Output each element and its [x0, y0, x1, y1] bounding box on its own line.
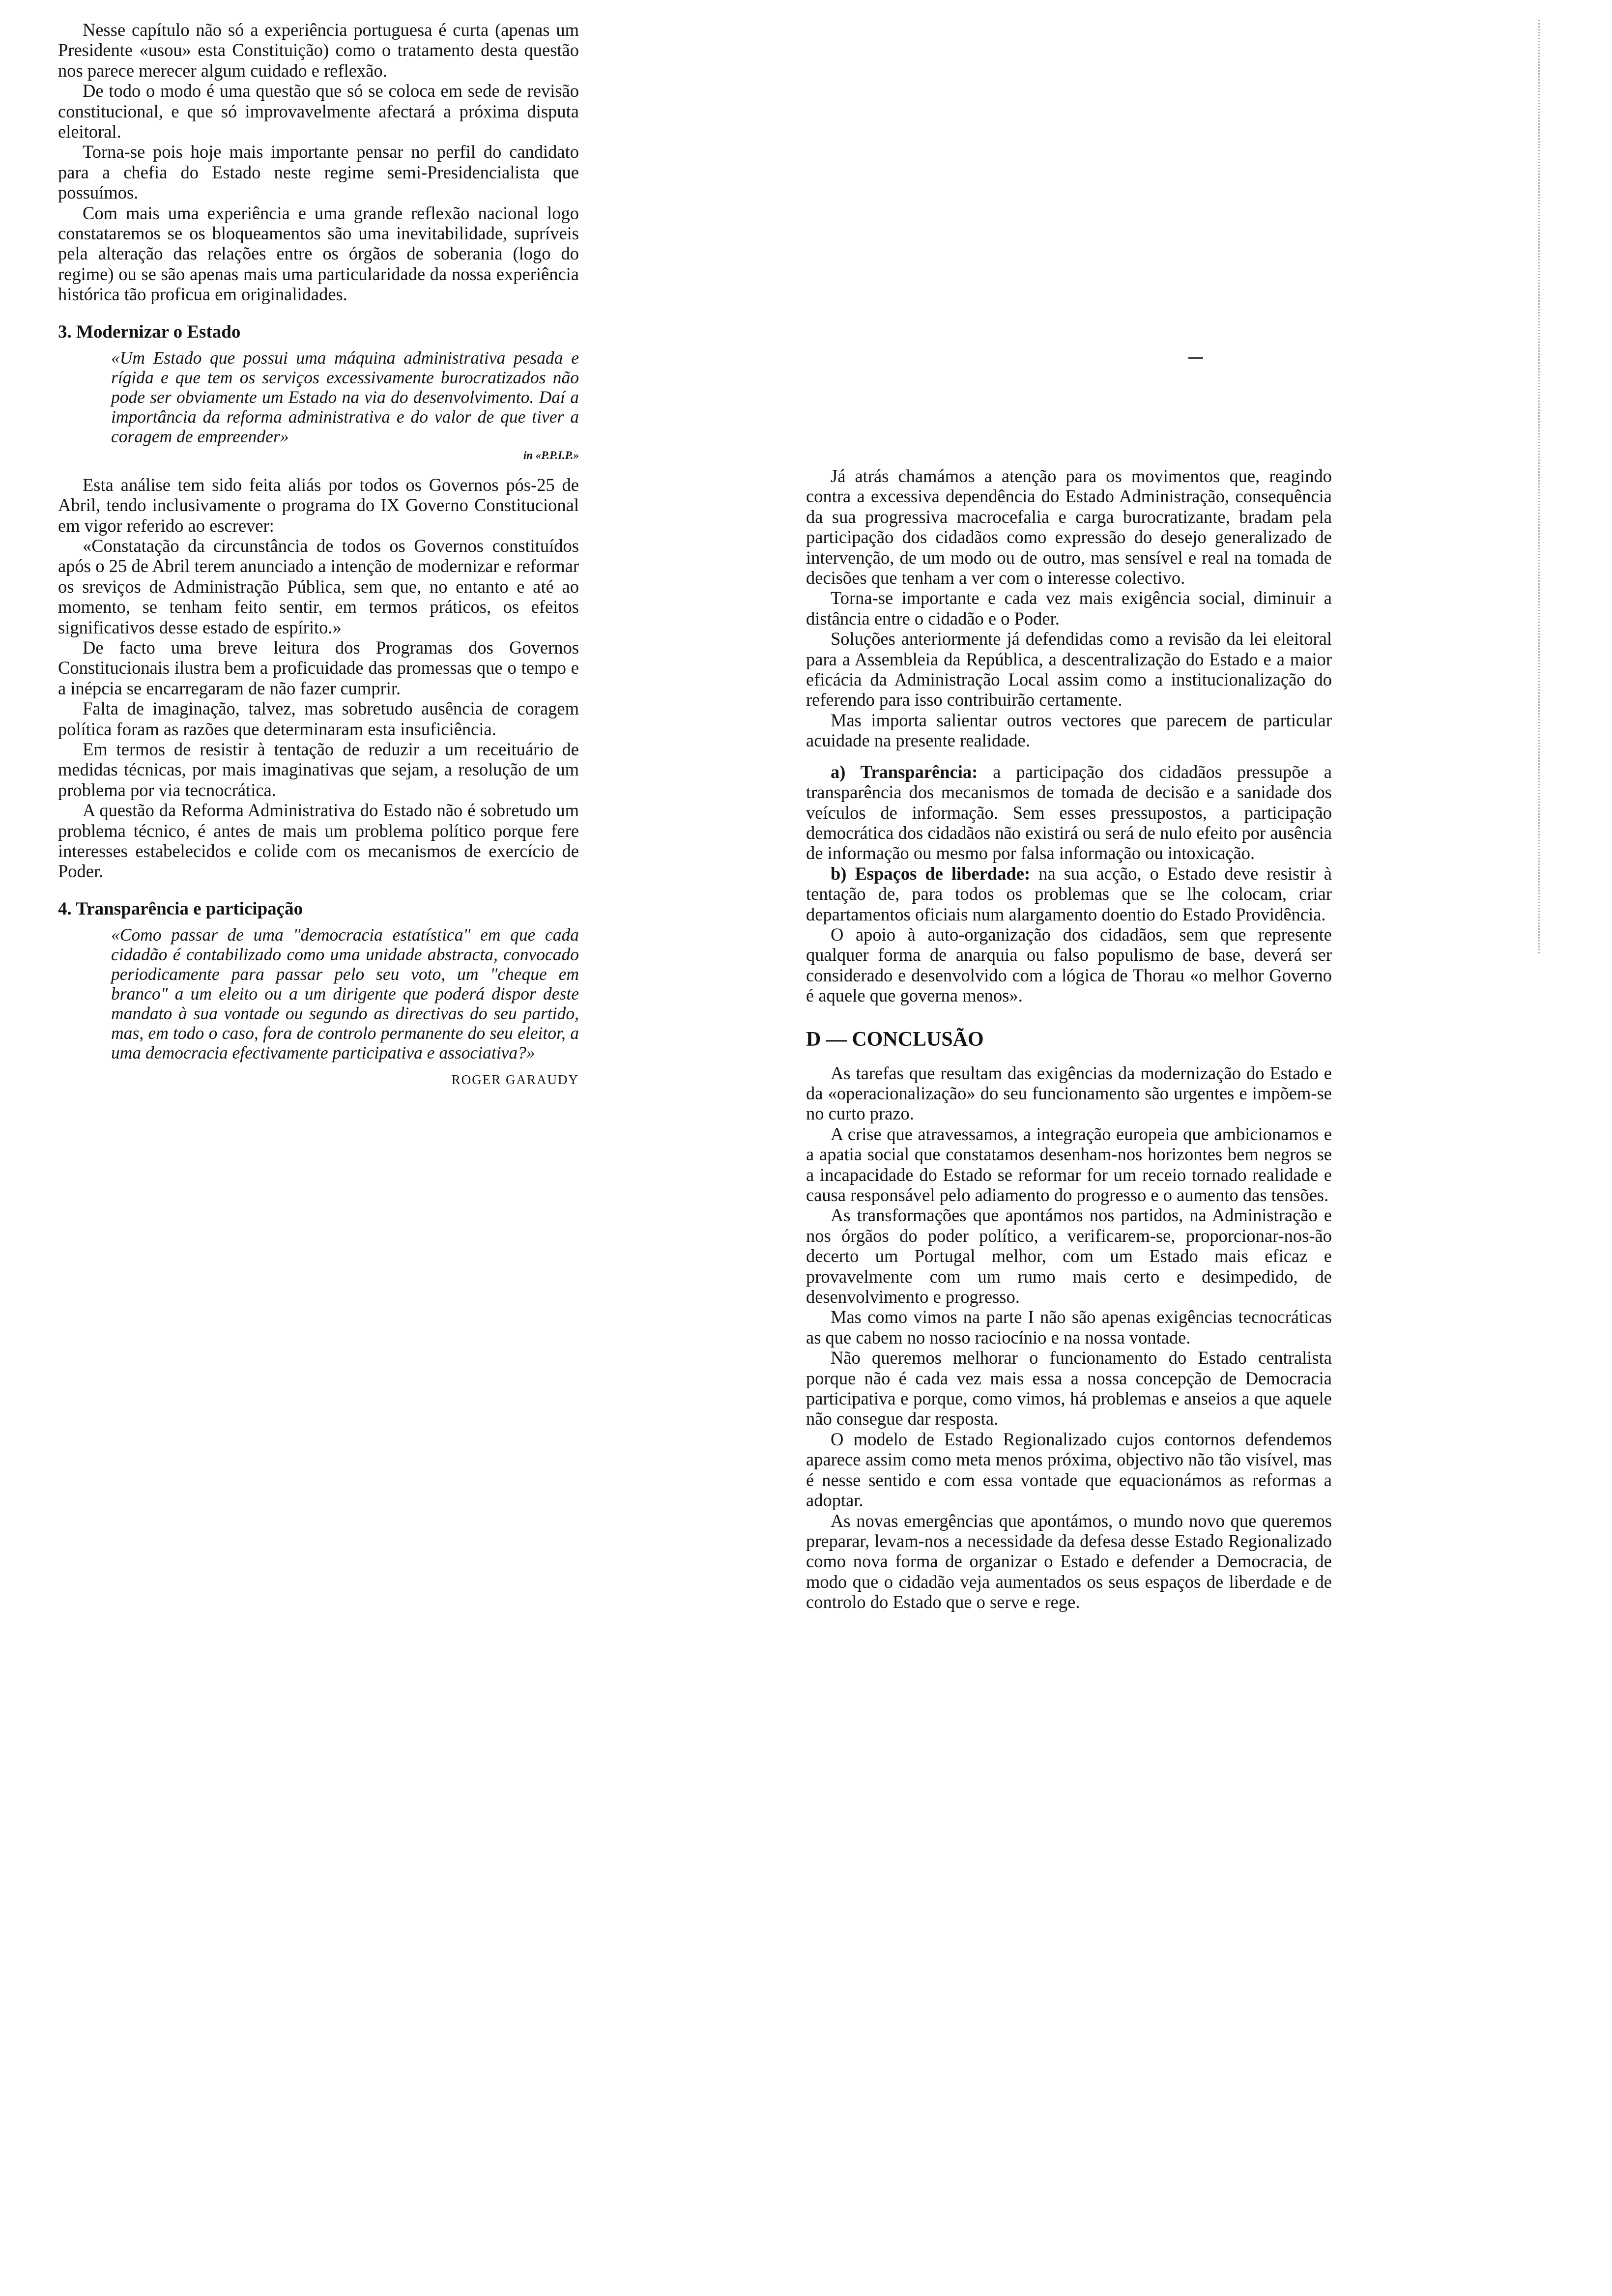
- right-column: [806, 466, 1332, 1612]
- list-item-espacos: [806, 863, 1332, 924]
- body-paragraph: Esta análise tem sido feita aliás por todos os Governos pós-25 de Abril, tendo inclusivamente o programa do IX Governo Constitucional em vigor referido ao escrever:: [58, 474, 579, 536]
- quoted-paragraph: «Constatação da circunstância de todos os Governos constituídos após o 25 de Abril terem anunciado a intenção de modernizar e reformar os sreviços de Administração Pública, sem que, no entanto e até ao momento, se tenham feito sentir, em termos práticos, os efeitos significativos desse estado de espírito.»: [58, 535, 579, 637]
- body-paragraph: A questão da Reforma Administrativa do Estado não é sobretudo um problema técnico, é antes de mais um problema político porque fere interesses estabelecidos e colide com os mecanismos de exercício de Poder.: [58, 800, 579, 882]
- quote-author: ROGER GARAUDY: [451, 1072, 579, 1087]
- body-paragraph: De facto uma breve leitura dos Programas dos Governos Constitucionais ilustra bem a proficuidade das promessas que o tempo e a inépcia se encarregaram de não fazer cumprir.: [58, 637, 579, 698]
- body-paragraph: Soluções anteriormente já defendidas como a revisão da lei eleitoral para a Assembleia da República, a descentralização do Estado e a maior eficácia da Administração Local assim como a institucionalização do referendo para isso contribuirão certamente.: [806, 629, 1332, 710]
- conclusion-heading: D — CONCLUSÃO: [806, 1028, 984, 1051]
- body-paragraph: O apoio à auto-organização dos cidadãos, sem que represente qualquer forma de anarquia ou falso populismo de base, deverá ser considerado e desenvolvido com a lógica de Thorau «o melhor Governo é aquele que governa menos».: [806, 924, 1332, 1006]
- epigraph-quote: «Um Estado que possui uma máquina administrativa pesada e rígida e que tem os serviços excessivamente burocratizados não pode ser obviamente um Estado na via do desenvolvimento. Daí a importância da reforma administrativa e do valor de que tiver a coragem de empreender»: [111, 347, 579, 446]
- body-paragraph: Mas importa salientar outros vectores que parecem de particular acuidade na presente realidade.: [806, 710, 1332, 751]
- conclusion-paragraph: As novas emergências que apontámos, o mundo novo que queremos preparar, levam-nos a necessidade da defesa desse Estado Regionalizado como nova forma de organizar o Estado e defender a Democracia, de modo que o cidadão veja aumentados os seus espaços de liberdade e de controlo do Estado que o serve e rege.: [806, 1510, 1332, 1612]
- conclusion-paragraph: As transformações que apontámos nos partidos, na Administração e nos órgãos do poder político, a verificarem-se, proporcionar-nos-ão decerto um Portugal melhor, com um Estado mais eficaz e provavelmente com um rumo mais certo e desimpedido, de desenvolvimento e progresso.: [806, 1205, 1332, 1307]
- conclusion-paragraph: Não queremos melhorar o funcionamento do Estado centralista porque não é cada vez mais essa a nossa concepção de Democracia participativa e porque, como vimos, há problemas e anseios a que aquele não consegue dar resposta.: [806, 1348, 1332, 1429]
- conclusion-paragraph: As tarefas que resultam das exigências da modernização do Estado e da «operacionalização» do seu funcionamento são urgentes e impõem-se no curto prazo.: [806, 1062, 1332, 1124]
- body-paragraph: Em termos de resistir à tentação de reduzir a um receituário de medidas técnicas, por mais imaginativas que sejam, a resolução de um problema por via tecnocrática.: [58, 739, 579, 800]
- scan-margin-marks: [1538, 20, 1544, 953]
- scan-dash-mark: [1188, 357, 1203, 359]
- epigraph-quote: «Como passar de uma "democracia estatística" em que cada cidadão é contabilizado como uma unidade abstracta, convocado periodicamente para passar pelo seu voto, um "cheque em branco" a um eleito ou a um dirigente que poderá dispor deste mandato à sua vontade ou segundo as directivas do seu partido, mas, em todo o caso, fora de controlo permanente do seu eleitor, a uma democracia efectivamente participativa e associativa?»: [111, 924, 579, 1062]
- intro-paragraph: Torna-se pois hoje mais importante pensar no perfil do candidato para a chefia do Estado neste regime semi-Presidencialista que possuímos.: [58, 142, 579, 203]
- intro-paragraph: De todo o modo é uma questão que só se coloca em sede de revisão constitucional, e que só improvavelmente afectará a próxima disputa eleitoral.: [58, 81, 579, 142]
- intro-paragraph: Com mais uma experiência e uma grande reflexão nacional logo constataremos se os bloqueamentos são uma inevitabilidade, supríveis pela alteração das relações entre os órgãos de soberania (logo do regime) ou se são apenas mais uma particularidade da nossa experiência histórica tão proficua em originalidades.: [58, 202, 579, 305]
- body-paragraph: Torna-se importante e cada vez mais exigência social, diminuir a distância entre o cidadão e o Poder.: [806, 588, 1332, 629]
- list-item-text: a participação dos cidadãos pressupõe a transparência dos mecanismos de tomada de decisão e a sanidade dos veículos de informação. Sem esses pressupostos, a participação democrática dos cidadãos não existirá ou será de nulo efeito por ausência de informação ou mesmo por falsa informação ou intoxicação.: [806, 761, 1332, 863]
- list-item-text: na sua acção, o Estado deve resistir à tentação de, para todos os problemas que se lhe colocam, criar departamentos oficiais num alargamento doentio do Estado Providência.: [806, 863, 1332, 924]
- intro-paragraph: Nesse capítulo não só a experiência portuguesa é curta (apenas um Presidente «usou» esta Constituição) como o tratamento desta questão nos parece merecer algum cuidado e reflexão.: [58, 20, 579, 81]
- quote-source: in «P.P.I.P.»: [523, 449, 579, 461]
- left-column: [58, 20, 579, 1100]
- section-heading-modernizar: 3. Modernizar o Estado: [58, 321, 241, 342]
- list-item-label: a) Transparência:: [831, 761, 978, 782]
- conclusion-paragraph: O modelo de Estado Regionalizado cujos contornos defendemos aparece assim como meta menos próxima, objectivo não tão visível, mas é nesse sentido e com essa vontade que equacionámos as reformas a adoptar.: [806, 1429, 1332, 1511]
- conclusion-paragraph: Mas como vimos na parte I não são apenas exigências tecnocráticas as que cabem no nosso raciocínio e na nossa vontade.: [806, 1307, 1332, 1348]
- list-item-transparencia: [806, 762, 1332, 863]
- section-heading-transparencia: 4. Transparência e participação: [58, 898, 303, 919]
- list-item-label: b) Espaços de liberdade:: [831, 863, 1031, 884]
- body-paragraph: Falta de imaginação, talvez, mas sobretudo ausência de coragem política foram as razões que determinaram esta insuficiência.: [58, 698, 579, 739]
- body-paragraph: Já atrás chamámos a atenção para os movimentos que, reagindo contra a excessiva dependência do Estado Administração, consequência da sua progressiva macrocefalia e carga burocratizante, bradam pela participação dos cidadãos como expressão do desejo generalizado de intervenção, de um modo ou de outro, mas sensível e real na tomada de decisões que tenham a ver com o interesse colectivo.: [806, 466, 1332, 588]
- conclusion-paragraph: A crise que atravessamos, a integração europeia que ambicionamos e a apatia social que constatamos desenham-nos horizontes bem negros se a incapacidade do Estado se reformar for um receio tornado realidade e causa responsável pelo adiamento do progresso e o aumento das tensões.: [806, 1123, 1332, 1205]
